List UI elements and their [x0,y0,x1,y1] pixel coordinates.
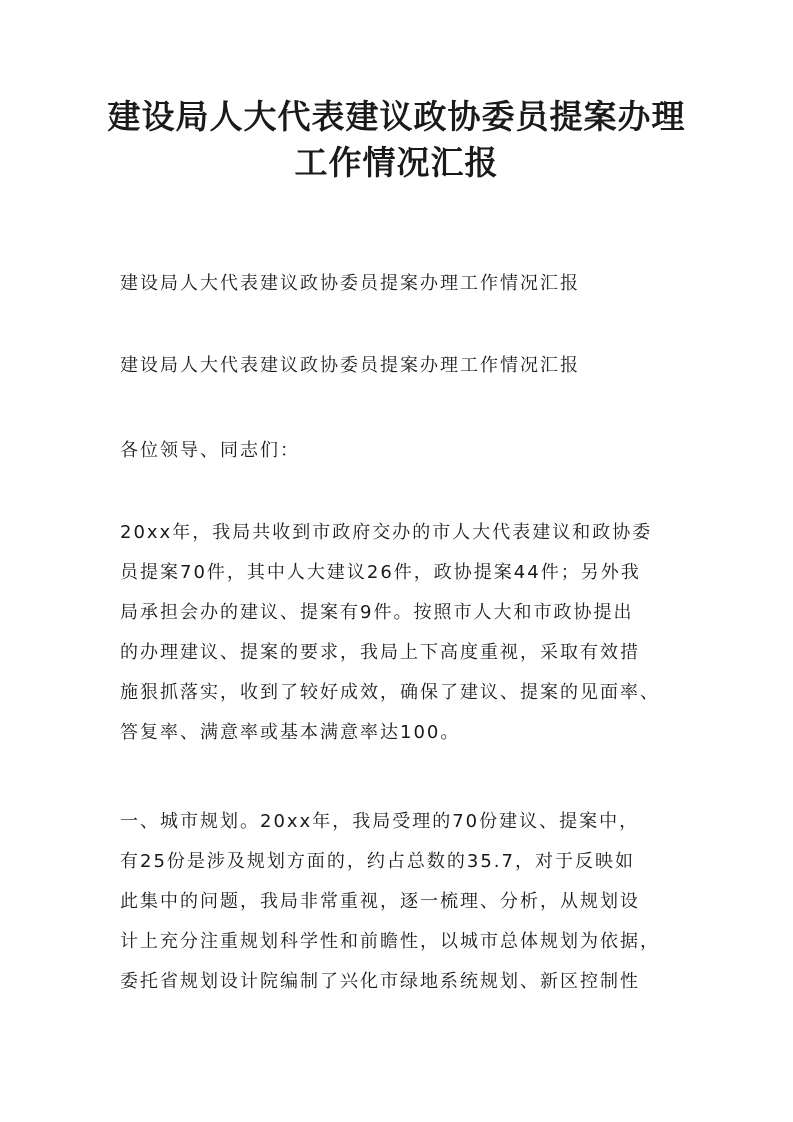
salutation-text: 各位领导、同志们： [120,440,300,461]
subtitle-paragraph-2 [120,346,680,386]
paragraph-line: 此集中的问题，我局非常重视，逐一梳理、分析，从规划设 [120,891,640,912]
paragraph-line: 委托省规划设计院编制了兴化市绿地系统规划、新区控制性 [120,971,640,992]
body-paragraph-1 [120,513,680,753]
salutation-paragraph [120,431,680,471]
paragraph-line: 一、城市规划。20xx年，我局受理的70份建议、提案中， [120,811,640,832]
body-paragraph-2 [120,802,680,1002]
subtitle-text: 建设局人大代表建议政协委员提案办理工作情况汇报 [120,355,580,376]
document-title-line-1: 建设局人大代表建议政协委员提案办理 [107,97,686,136]
paragraph-line: 局承担会办的建议、提案有9件。按照市人大和市政协提出 [120,602,634,623]
document-title-line-2: 工作情况汇报 [294,143,499,182]
paragraph-line: 的办理建议、提案的要求，我局上下高度重视，采取有效措 [120,642,640,663]
subtitle-text: 建设局人大代表建议政协委员提案办理工作情况汇报 [120,273,580,294]
paragraph-line: 答复率、满意率或基本满意率达100。 [120,722,461,743]
paragraph-line: 员提案70件，其中人大建议26件，政协提案44件；另外我 [120,562,641,583]
paragraph-line: 计上充分注重规划科学性和前瞻性，以城市总体规划为依据， [120,931,660,952]
paragraph-line: 20xx年，我局共收到市政府交办的市人大代表建议和政协委 [120,522,653,543]
subtitle-paragraph-1 [120,264,680,304]
paragraph-line: 有25份是涉及规划方面的，约占总数的35.7，对于反映如 [120,851,635,872]
paragraph-line: 施狠抓落实，收到了较好成效，确保了建议、提案的见面率、 [120,682,660,703]
